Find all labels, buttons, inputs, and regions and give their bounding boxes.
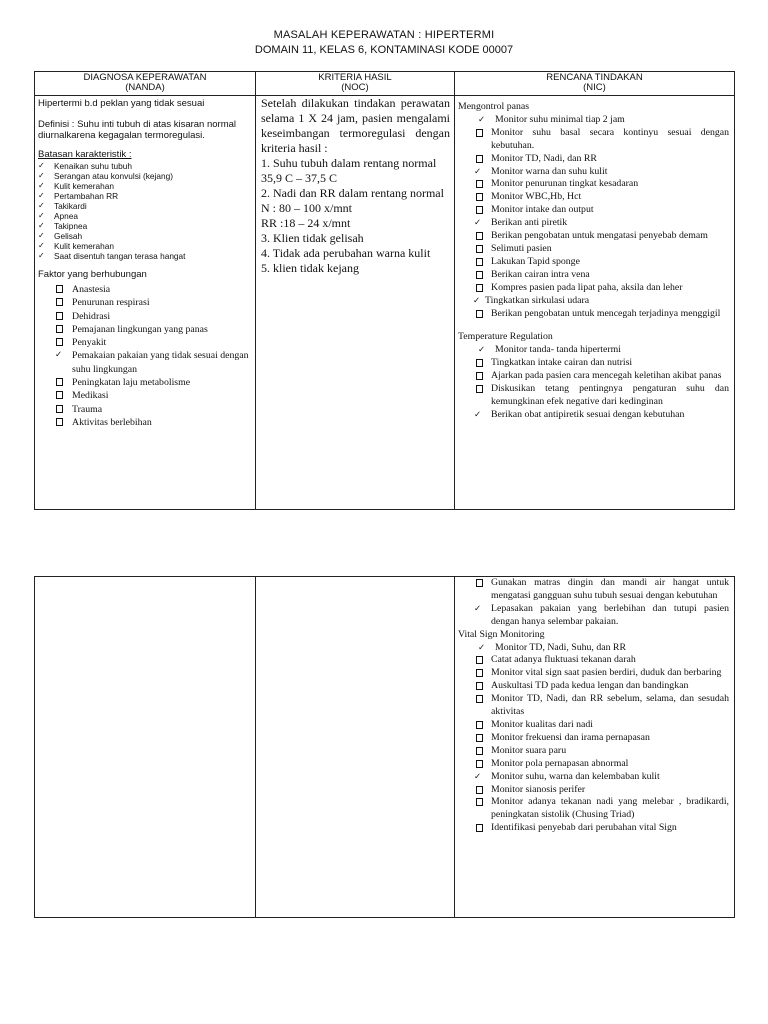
batasan-item: ✓ Takikardi [38, 201, 252, 211]
checkbox-icon [476, 760, 483, 768]
header-nanda-sub: (NANDA) [125, 82, 165, 93]
document-subtitle: DOMAIN 11, KELAS 6, KONTAMINASI KODE 00007 [254, 44, 514, 56]
checkbox-icon [476, 359, 483, 367]
nic-item [458, 383, 729, 409]
document-title: MASALAH KEPERAWATAN : HIPERTERMI [273, 29, 495, 41]
noc-cell-continued [256, 577, 455, 918]
nic-item [458, 191, 729, 204]
checkbox-icon [476, 695, 483, 703]
nic-item-text: Monitor pola pernapasan abnormal [491, 757, 629, 769]
nic-item-text: Gunakan matras dingin dan mandi air hangat untuk mengatasi gangguan suhu tubuh sesuai dengan kebutuhan [491, 577, 729, 601]
batasan-item: ✓ Kulit kemerahan [38, 181, 252, 191]
check-icon: ✓ [478, 345, 486, 356]
factor-text: Penurunan respirasi [72, 297, 150, 309]
diagnosis-text: Hipertermi b.d peklan yang tidak sesuai [38, 98, 205, 109]
nic-item [458, 204, 729, 217]
nic-item [458, 642, 729, 655]
nic-list-vital-sign [458, 642, 729, 836]
check-icon: ✓ [478, 114, 486, 125]
checkbox-icon [476, 824, 483, 832]
noc-cell [256, 96, 455, 510]
table-header-row [35, 72, 735, 96]
nic-item-text: Berikan anti piretik [491, 217, 568, 229]
nic-item [458, 771, 729, 784]
factor-text: Dehidrasi [72, 310, 111, 322]
header-nanda [35, 72, 256, 96]
factor-item [38, 296, 252, 309]
nic-item-text: Monitor kualitas dari nadi [491, 718, 594, 730]
nic-item-text: Monitor suhu basal secara kontinyu sesuai dengan kebutuhan. [491, 126, 729, 151]
nic-item [458, 409, 729, 422]
check-icon: ✓ [474, 771, 482, 782]
nic-item [458, 256, 729, 269]
check-icon: ✓ [474, 218, 482, 229]
batasan-item: ✓ Kenaikan suhu tubuh [38, 161, 252, 171]
nic-item [458, 577, 729, 603]
nic-section-title-temperature-regulation: Temperature Regulation [458, 331, 553, 343]
factor-item [38, 336, 252, 349]
nic-item [458, 269, 729, 282]
nic-item-text: Ajarkan pada pasien cara mencegah keletihan akibat panas [491, 370, 722, 382]
header-noc-title: KRITERIA HASIL [318, 72, 392, 83]
checkbox-icon [56, 298, 63, 306]
check-icon: ✓ [474, 603, 482, 614]
nic-item-text: Diskusikan tetang pentingnya pengaturan suhu dan kemungkinan efek negative dari kedinginan [491, 383, 729, 407]
batasan-item: ✓ Serangan atau konvulsi (kejang) [38, 171, 252, 181]
factor-text: Trauma [72, 403, 103, 415]
nic-item [458, 357, 729, 370]
nic-list-mengontrol-panas [458, 114, 729, 321]
nic-item [458, 178, 729, 191]
nic-item [458, 166, 729, 179]
nic-item-text: Monitor suhu minimal tiap 2 jam [495, 113, 625, 125]
nic-item-text: Monitor adanya tekanan nadi yang melebar , bradikardi, peningkatan sistolik (Chusing Triad) [491, 796, 729, 821]
nic-item-text: Tingkatkan sirkulasi udara [485, 294, 590, 306]
nic-list-continued [458, 577, 729, 629]
nic-item-text: Berikan obat antipiretik sesuai dengan kebutuhan [491, 408, 685, 420]
header-noc-sub: (NOC) [341, 82, 369, 93]
nic-item [458, 732, 729, 745]
nic-item-text: Monitor intake dan output [491, 204, 594, 216]
checkbox-icon [476, 258, 483, 266]
nic-item [458, 282, 729, 295]
nic-item-text: Monitor warna dan suhu kulit [491, 165, 608, 177]
nic-item-text: Identifikasi penyebab dari perubahan vital Sign [491, 822, 677, 834]
checkbox-icon [56, 391, 63, 399]
nic-item-text: Tingkatkan intake cairan dan nutrisi [491, 357, 633, 369]
nic-item [458, 127, 729, 153]
nic-item-text: Lakukan Tapid sponge [491, 255, 580, 267]
factor-text: Pemakaian pakaian yang tidak sesuai dengan suhu lingkungan [72, 350, 249, 375]
checkbox-icon [476, 721, 483, 729]
batasan-item: ✓ Kulit kemerahan [38, 241, 252, 251]
checkbox-icon [476, 180, 483, 188]
checkbox-icon [476, 734, 483, 742]
checkbox-icon [56, 378, 63, 386]
nic-item [458, 370, 729, 383]
nic-cell [455, 96, 735, 510]
batasan-title: Batasan karakteristik : [38, 149, 132, 160]
checkbox-icon [476, 193, 483, 201]
nic-item [458, 243, 729, 256]
nic-item [458, 217, 729, 230]
nic-item-text: Berikan cairan intra vena [491, 268, 590, 280]
noc-criteria-2: 2. Nadi dan RR dalam rentang normal [261, 186, 444, 200]
checkbox-icon [476, 271, 483, 279]
checkbox-icon [476, 682, 483, 690]
nic-item-text: Monitor TD, Nadi, dan RR sebelum, selama, dan sesudah aktivitas [491, 693, 729, 718]
nic-item [458, 308, 729, 321]
nic-item-text: Auskultasi TD pada kedua lengan dan bandingkan [491, 680, 689, 692]
nic-item-text: Kompres pasien pada lipat paha, aksila dan leher [491, 281, 683, 293]
checkbox-icon [56, 312, 63, 320]
definition-text: Definisi : Suhu inti tubuh di atas kisaran normal diurnalkarena kegagalan termoregulasi. [38, 119, 237, 141]
nic-item-text: Monitor frekuensi dan irama pernapasan [491, 731, 650, 743]
nic-item [458, 295, 729, 308]
noc-intro: Setelah dilakukan tindakan perawatan selama 1 X 24 jam, pasien mengalami keseimbangan termoregulasi dengan kriteria hasil : [261, 96, 450, 155]
header-nic [455, 72, 735, 96]
checkbox-icon [56, 338, 63, 346]
checkbox-icon [476, 245, 483, 253]
check-icon: ✓ [474, 409, 482, 420]
nic-item-text: Monitor tanda- tanda hipertermi [495, 344, 621, 356]
factor-text: Anastesia [72, 284, 111, 295]
nic-item-text: Monitor penurunan tingkat kesadaran [491, 178, 639, 190]
nic-item-text: Catat adanya fluktuasi tekanan darah [491, 654, 636, 666]
checkbox-icon [476, 155, 483, 163]
checkbox-icon [476, 129, 483, 137]
nic-item-text: Selimuti pasien [491, 242, 552, 254]
nic-item [458, 719, 729, 732]
nic-item [458, 796, 729, 822]
nic-item [458, 114, 729, 127]
noc-criteria-5: 5. klien tidak kejang [261, 261, 359, 275]
nanda-cell [35, 96, 256, 510]
nic-item-text: Monitor sianosis perifer [491, 783, 586, 795]
factor-item [38, 376, 252, 389]
nic-item [458, 667, 729, 680]
checkbox-icon [476, 656, 483, 664]
batasan-item: ✓ Saat disentuh tangan terasa hangat [38, 251, 252, 261]
nic-item [458, 693, 729, 719]
nic-item-text: Lepasakan pakaian yang berlebihan dan tutupi pasien dengan hanya selembar pakaian. [491, 602, 729, 627]
noc-nadi: N : 80 – 100 x/mnt [261, 201, 353, 215]
batasan-item: ✓ Pertambahan RR [38, 191, 252, 201]
care-plan-table-continued [34, 576, 735, 918]
nic-cell-continued [455, 577, 735, 918]
nanda-cell-continued [35, 577, 256, 918]
nic-item-text: Berikan pengobatan untuk mencegah terjadinya menggigil [491, 307, 721, 319]
header-nic-sub: (NIC) [583, 82, 606, 93]
checkbox-icon [476, 232, 483, 240]
nic-item-text: Monitor suara paru [491, 744, 567, 756]
factor-text: Pemajanan lingkungan yang panas [72, 323, 208, 335]
check-icon: ✓ [478, 642, 486, 653]
factors-title: Faktor yang berhubungan [38, 269, 147, 280]
factor-item [38, 416, 252, 429]
nic-item-text: Monitor WBC,Hb, Hct [491, 191, 582, 203]
batasan-item: ✓ Takipnea [38, 221, 252, 231]
header-nanda-title: DIAGNOSA KEPERAWATAN [83, 72, 207, 83]
nic-item [458, 822, 729, 835]
nic-list-temperature-regulation [458, 344, 729, 421]
checkbox-icon [476, 372, 483, 380]
checkbox-icon [56, 325, 63, 333]
checkbox-icon [476, 385, 483, 393]
factor-text: Medikasi [72, 390, 109, 402]
nic-item-text: Monitor TD, Nadi, dan RR [491, 152, 597, 164]
check-icon: ✓ [473, 295, 481, 306]
factor-text: Peningkatan laju metabolisme [72, 377, 191, 389]
batasan-item: ✓ Apnea [38, 211, 252, 221]
noc-criteria-3: 3. Klien tidak gelisah [261, 231, 364, 245]
factor-item [38, 323, 252, 336]
noc-criteria-1: 1. Suhu tubuh dalam rentang normal 35,9 C – 37,5 C [261, 156, 437, 185]
checkbox-icon [56, 285, 63, 293]
checkbox-icon [56, 405, 63, 413]
nic-item [458, 745, 729, 758]
factor-text: Aktivitas berlebihan [72, 416, 152, 428]
factor-item [38, 310, 252, 323]
nic-item-text: Monitor TD, Nadi, Suhu, dan RR [495, 641, 626, 653]
checkbox-icon [56, 418, 63, 426]
factor-item [38, 403, 252, 416]
nic-item-text: Berikan pengobatan untuk mengatasi penyebab demam [491, 230, 708, 242]
nic-item-text: Monitor vital sign saat pasien berdiri, duduk dan berbaring [491, 667, 722, 679]
nic-item [458, 603, 729, 629]
checkbox-icon [476, 786, 483, 794]
checkbox-icon [476, 798, 483, 806]
table-body-row [35, 96, 735, 510]
nic-item [458, 230, 729, 243]
nic-item [458, 654, 729, 667]
care-plan-table [34, 71, 735, 510]
check-icon: ✓ [55, 350, 63, 361]
nic-item [458, 344, 729, 357]
checkbox-icon [476, 579, 483, 587]
factor-item [38, 349, 252, 376]
header-noc [256, 72, 455, 96]
batasan-list [38, 161, 252, 261]
check-icon: ✓ [474, 166, 482, 177]
noc-criteria-4: 4. Tidak ada perubahan warna kulit [261, 246, 431, 260]
factor-item [38, 389, 252, 402]
factor-text: Penyakit [72, 337, 107, 349]
batasan-item: ✓ Gelisah [38, 231, 252, 241]
nic-section-title-mengontrol-panas: Mengontrol panas [458, 101, 530, 112]
header-nic-title: RENCANA TINDAKAN [546, 72, 643, 83]
checkbox-icon [476, 747, 483, 755]
nic-item [458, 758, 729, 771]
table-body-row-continued [35, 577, 735, 918]
nic-item [458, 680, 729, 693]
factors-list [38, 283, 252, 429]
nic-item-text: Monitor suhu, warna dan kelembaban kulit [491, 770, 660, 782]
factor-item [38, 283, 252, 296]
checkbox-icon [476, 206, 483, 214]
nic-section-title-vital-sign: Vital Sign Monitoring [458, 628, 545, 640]
noc-rr: RR :18 – 24 x/mnt [261, 216, 351, 230]
checkbox-icon [476, 310, 483, 318]
nic-item [458, 784, 729, 797]
nic-item [458, 153, 729, 166]
checkbox-icon [476, 669, 483, 677]
checkbox-icon [476, 284, 483, 292]
